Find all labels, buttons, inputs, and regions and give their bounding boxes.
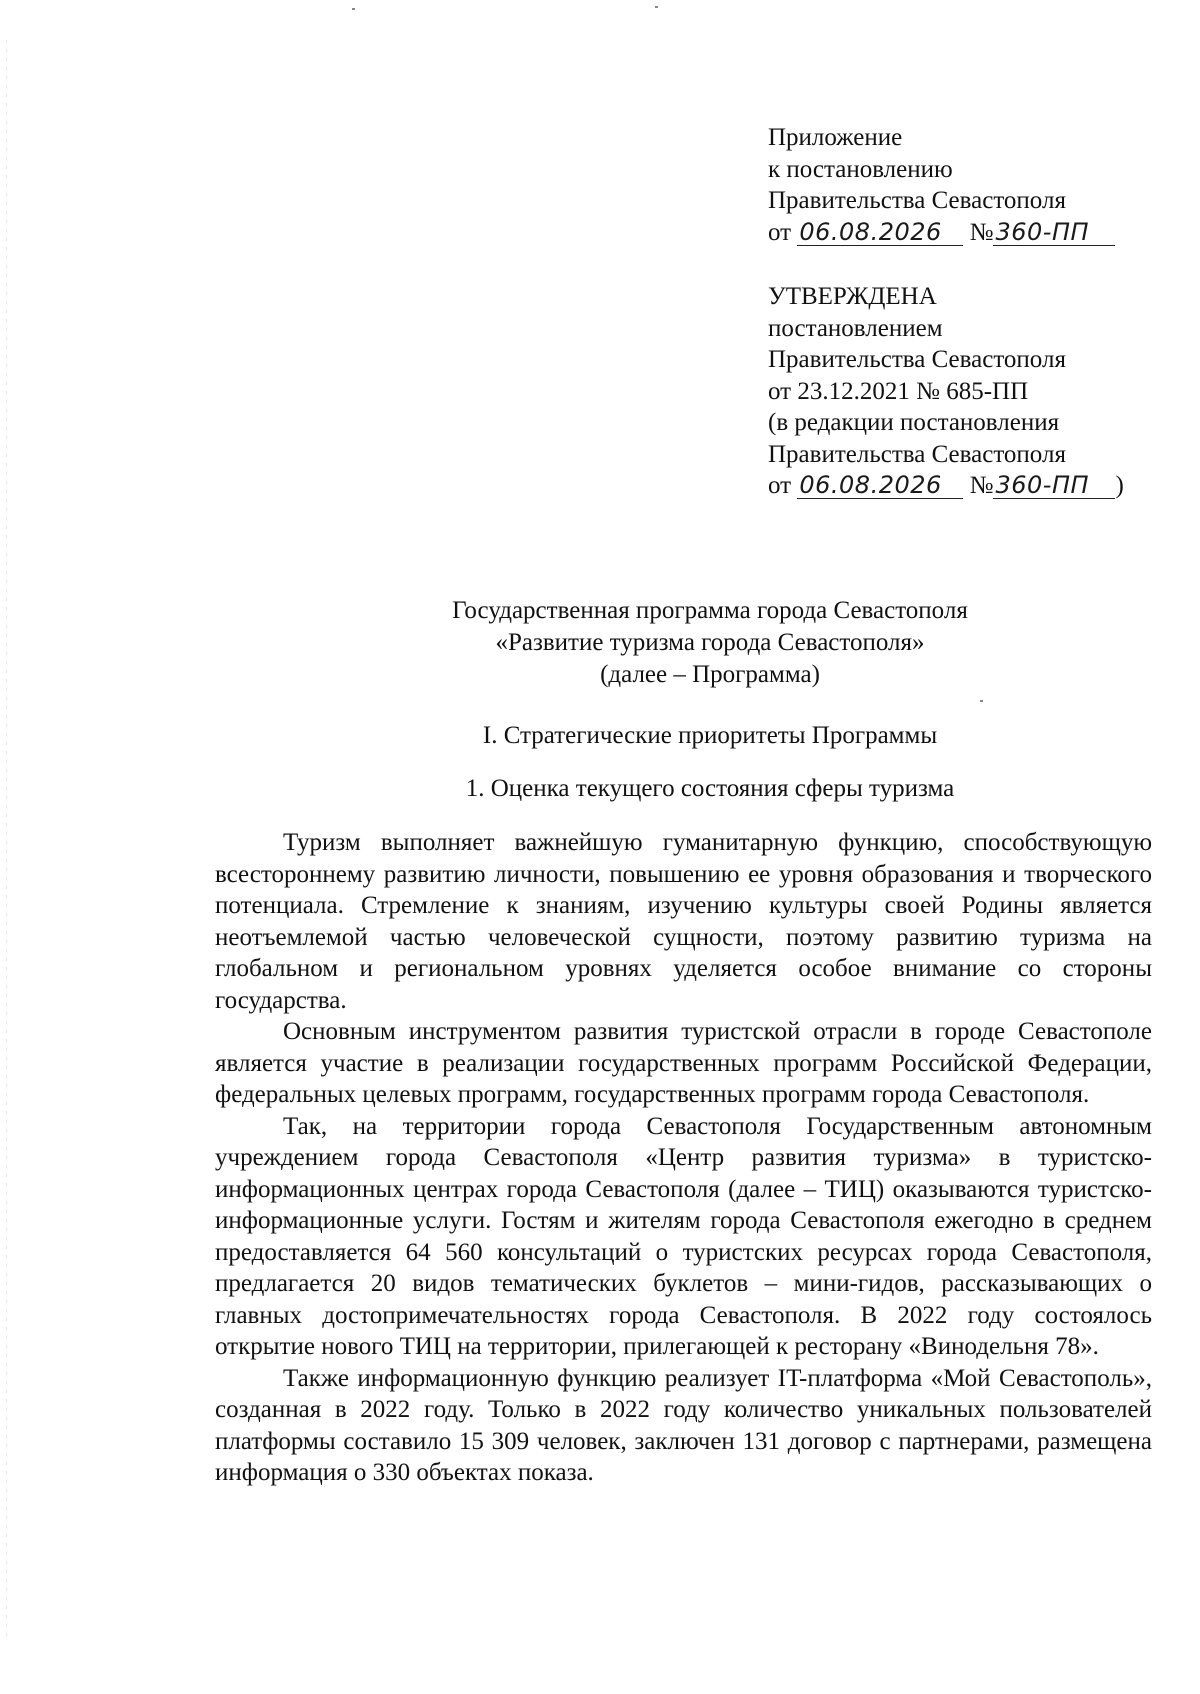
handwritten-number: 360-ПП (993, 472, 1115, 499)
handwritten-number: 360-ПП (993, 219, 1115, 246)
title-line: (далее – Программа) (600, 661, 820, 688)
program-title (0, 595, 1200, 691)
appendix-line: Правительства Севастополя (768, 187, 1066, 214)
approved-block (768, 281, 1188, 502)
scan-edge (6, 40, 7, 1640)
section-title: I. Стратегические приоритеты Программы (482, 722, 938, 749)
handwritten-date: 06.08.2026 (797, 219, 963, 246)
title-line: Государственная программа города Севастополя (452, 597, 968, 624)
paragraph: Туризм выполняет важнейшую гуманитарную функцию, способствующую всестороннему развитию личности, повышению ее уровня образования и творческого потенциала. Стремление к знаниям, изучению культуры своей Родины является неотъемлемой частью человеческой сущности, поэтому развитию туризма на глобальном и региональном уровнях уделяется особое внимание со стороны государства. (215, 829, 1152, 1014)
subsection-title: 1. Оценка текущего состояния сферы туризма (465, 775, 955, 802)
scan-speck (655, 6, 658, 8)
from-label: от (768, 218, 792, 246)
paragraph: Так, на территории города Севастополя Государственным автономным учреждением города Севастополя «Центр развития туризма» в туристско-информационных центрах города Севастополя (далее – ТИЦ) оказываются туристско-информационные услуги. Гостям и жителям города Севастополя ежегодно в среднем предоставляется 64 560 консультаций о туристских ресурсах города Севастополя, предлагается 20 видов тематических буклетов – мини-гидов, рассказывающих о главных достопримечательностях города Севастополя. В 2022 году состоялось открытие нового ТИЦ на территории, прилегающей к ресторану «Винодельня 78». (215, 1112, 1152, 1360)
from-label: от (768, 472, 792, 499)
body-text (215, 827, 1152, 1489)
approved-line: Правительства Севастополя (768, 346, 1066, 373)
approved-line: от 23.12.2021 № 685-ПП (768, 377, 1029, 405)
appendix-header (768, 122, 1168, 248)
title-line: «Развитие туризма города Севастополя» (495, 629, 925, 656)
paragraph: Основным инструментом развития туристской отрасли в городе Севастополе является участие в реализации государственных программ Российской Федерации, федеральных целевых программ, государственных программ города Севастополя. (215, 1018, 1152, 1108)
approved-line: (в редакции постановления (768, 409, 1060, 436)
number-label: № (969, 218, 994, 246)
approved-line: постановлением (768, 314, 943, 342)
scan-speck (352, 8, 355, 10)
closing-paren: ) (1115, 472, 1124, 499)
handwritten-date: 06.08.2026 (797, 472, 963, 499)
appendix-line: Приложение (768, 124, 903, 151)
paragraph: Также информационную функцию реализует IT-платформа «Мой Севастополь», созданная в 2022 году. Только в 2022 году количество уникальных пользователей платформы составило 15 309 человек, заключен 131 договор с партнерами, размещена информация о 330 объектах показа. (215, 1364, 1152, 1486)
approved-line: Правительства Севастополя (768, 440, 1066, 468)
number-label: № (969, 472, 994, 499)
scan-speck (980, 700, 983, 702)
approved-date-line (768, 470, 1188, 502)
appendix-line: к постановлению (768, 155, 953, 183)
appendix-date-line (768, 217, 1168, 249)
approved-heading: УТВЕРЖДЕНА (768, 283, 937, 310)
